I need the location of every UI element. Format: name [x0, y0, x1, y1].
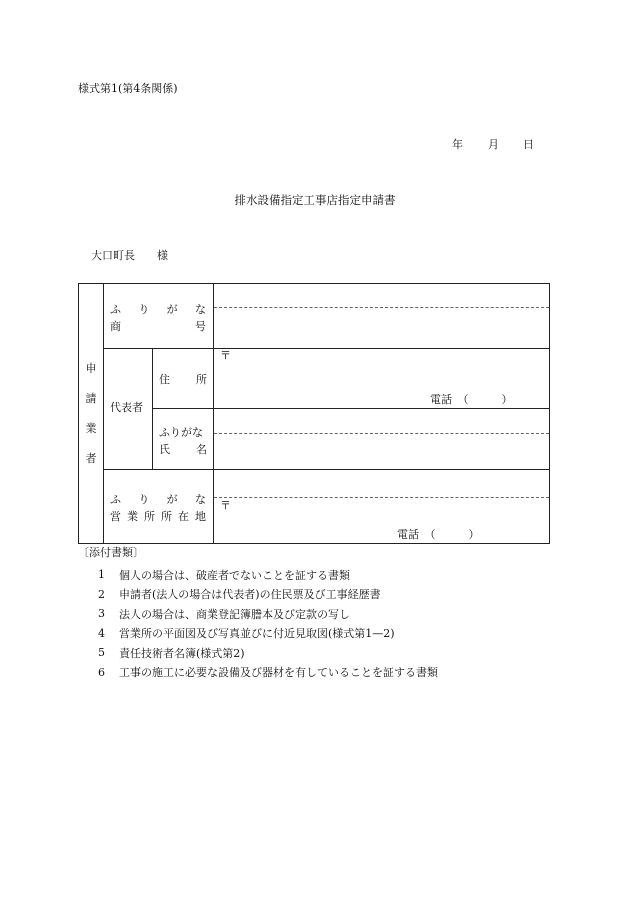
- item-text: 営業所の平面図及び写真並びに付近見取図(様式第1—2): [119, 627, 395, 641]
- date-day-label: 日: [523, 138, 534, 151]
- trade-name-char: 商: [110, 320, 121, 333]
- name-furigana-label: [159, 424, 207, 440]
- attachments-heading: 〔添付書類〕: [78, 546, 144, 559]
- attachments-list: [98, 565, 438, 682]
- item-number: 5: [98, 646, 105, 660]
- applicant-char: 申: [85, 362, 97, 375]
- office-phone: 電話 （ ）: [397, 528, 480, 541]
- item-text: 申請者(法人の場合は代表者)の住民票及び工事経歴書: [119, 588, 381, 602]
- office-address-label: [110, 508, 206, 524]
- item-number: 6: [98, 665, 105, 679]
- form-number: 様式第1(第4条関係): [78, 82, 178, 95]
- applicant-char: 請: [85, 392, 97, 405]
- trade-name-char: 号: [195, 320, 206, 333]
- document-title: 排水設備指定工事店指定申請書: [234, 193, 396, 207]
- item-text: 工事の施工に必要な設備及び器材を有していることを証する書類: [119, 666, 438, 680]
- name-value-field[interactable]: [214, 434, 549, 469]
- addressee: [91, 249, 168, 263]
- applicant-label: [79, 360, 103, 466]
- addressee-name: 大口町長: [91, 249, 135, 262]
- list-item: [98, 604, 438, 624]
- name-char: 氏: [159, 443, 170, 456]
- office-address-char: 業: [127, 510, 138, 523]
- furigana-char: な: [194, 303, 206, 316]
- list-item: [98, 565, 438, 585]
- row-divider-address: [152, 408, 549, 409]
- col-divider-applicant: [103, 284, 104, 543]
- address-char: 住: [159, 373, 170, 386]
- list-item: [98, 624, 438, 644]
- address-label: [159, 371, 207, 387]
- list-item: [98, 643, 438, 663]
- office-postal-mark: 〒: [220, 499, 231, 512]
- date-month-label: 月: [488, 138, 499, 151]
- item-number: 2: [98, 587, 105, 601]
- trade-name-value-field[interactable]: [214, 308, 549, 348]
- applicant-char: 者: [85, 452, 97, 465]
- office-address-char: 所: [144, 510, 155, 523]
- office-address-char: 所: [161, 510, 172, 523]
- address-value-field[interactable]: [214, 349, 549, 408]
- trade-furigana-label: [110, 301, 206, 317]
- item-text: 法人の場合は、商業登記簿謄本及び定款の写し: [119, 607, 350, 621]
- office-value-field[interactable]: [214, 498, 549, 543]
- furigana-char: な: [194, 493, 206, 506]
- addressee-honorific: 様: [157, 249, 168, 262]
- furigana-char: が: [166, 493, 178, 506]
- representative-label: 代表者: [110, 401, 143, 414]
- item-number: 4: [98, 626, 105, 640]
- office-address-char: 在: [178, 510, 189, 523]
- furigana-word: ふりがな: [159, 426, 203, 439]
- address-char: 所: [196, 373, 207, 386]
- name-label: [159, 441, 207, 457]
- item-text: 責任技術者名簿(様式第2): [119, 646, 245, 660]
- furigana-char: が: [166, 303, 178, 316]
- list-item: [98, 663, 438, 683]
- furigana-char: り: [138, 493, 150, 506]
- item-text: 個人の場合は、破産者でないことを証する書類: [119, 568, 350, 582]
- furigana-char: ふ: [110, 303, 121, 316]
- application-table: [78, 283, 550, 544]
- furigana-char: り: [138, 303, 150, 316]
- item-number: 1: [98, 568, 105, 582]
- office-address-char: 地: [195, 510, 206, 523]
- item-number: 3: [98, 607, 105, 621]
- name-char: 名: [196, 443, 207, 456]
- office-furigana-label: [110, 491, 206, 507]
- postal-mark: 〒: [220, 349, 231, 362]
- trade-name-label: [110, 318, 206, 334]
- list-item: [98, 585, 438, 605]
- furigana-char: ふ: [110, 493, 121, 506]
- date-year-label: 年: [452, 138, 463, 151]
- row-divider-representative: [103, 469, 549, 470]
- applicant-char: 業: [85, 422, 97, 435]
- representative-phone: 電話 （ ）: [430, 393, 513, 406]
- office-address-char: 営: [110, 510, 121, 523]
